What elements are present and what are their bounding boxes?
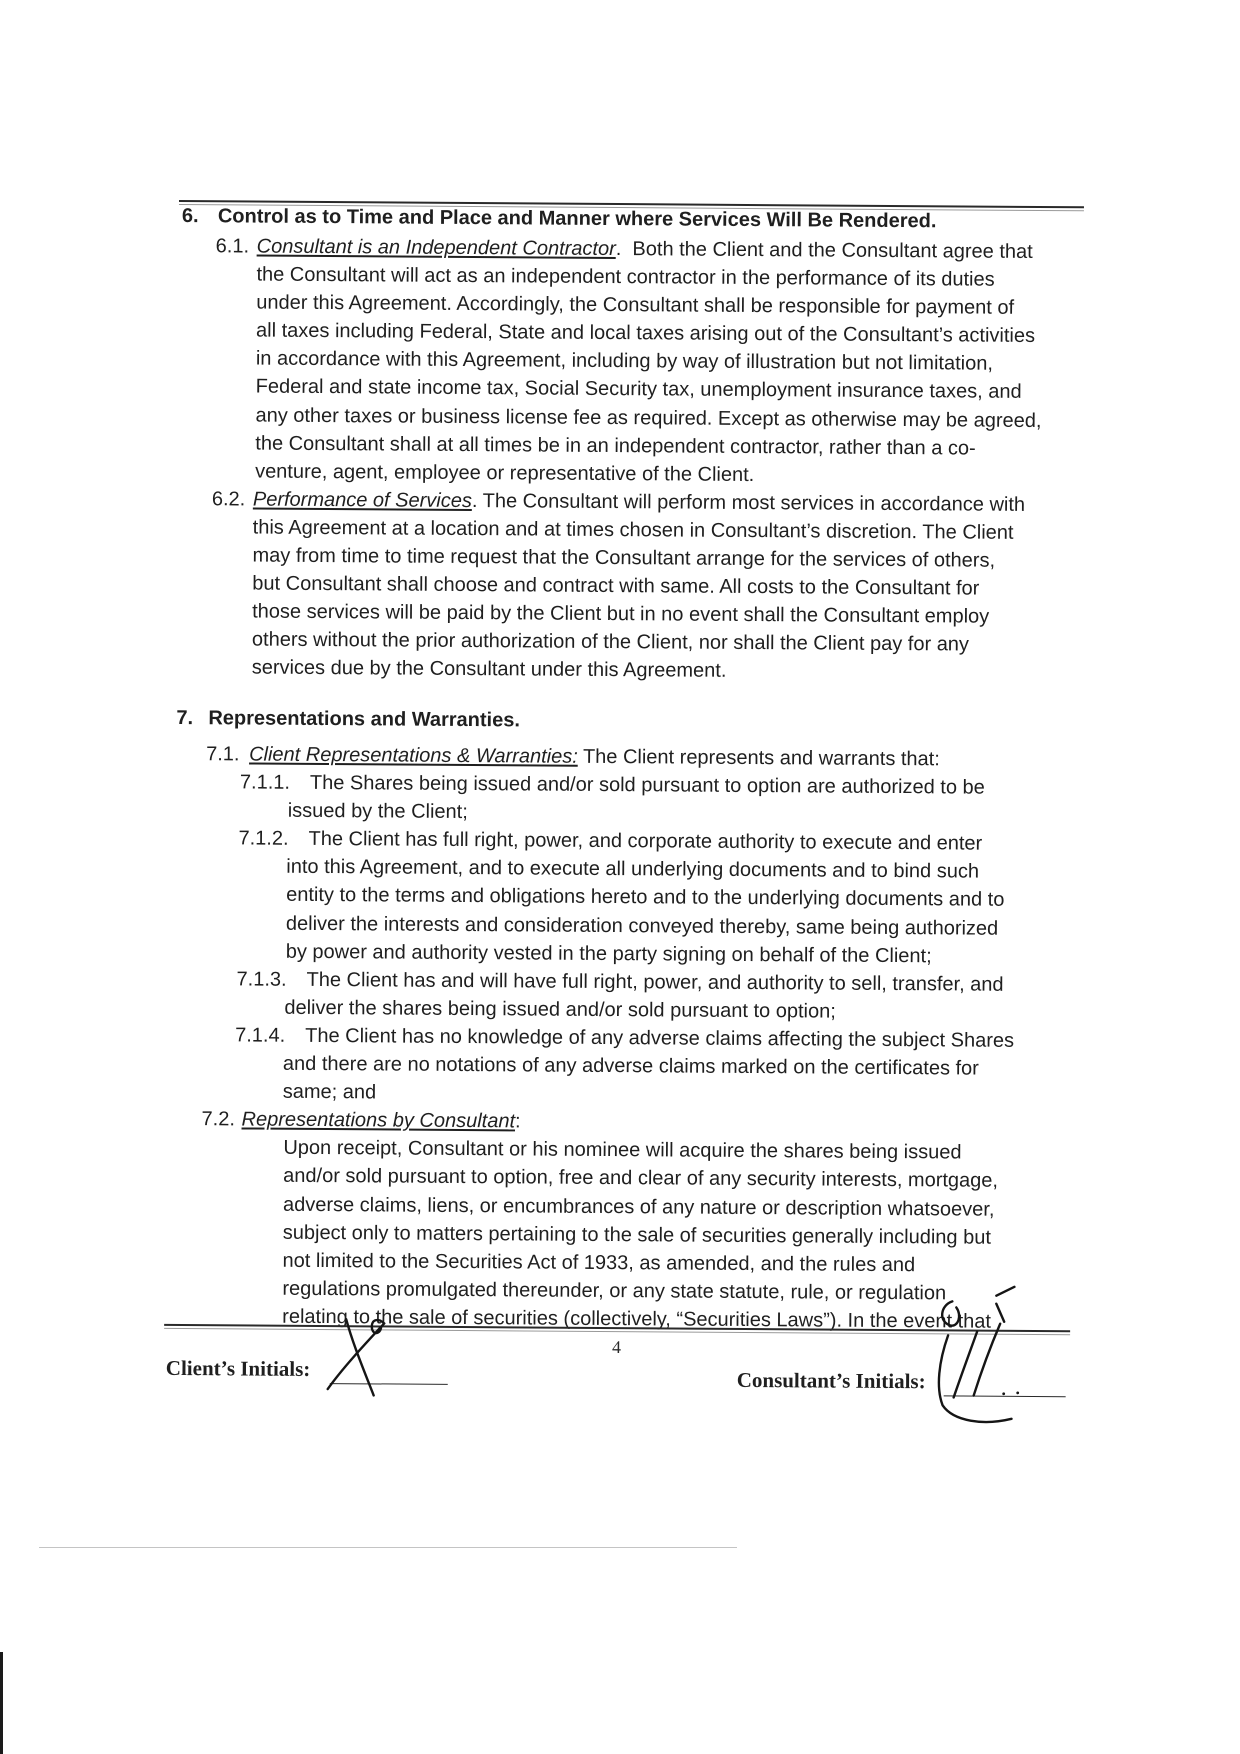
clause-heading: Client Representations & Warranties: xyxy=(249,743,578,768)
text-line: The Client has and will have full right, power, and authority to sell, transfer, and xyxy=(306,968,1004,996)
consultant-initials-signature xyxy=(939,1335,1012,1422)
text-line: the Consultant shall at all times be in an independent contractor, rather than a co- xyxy=(255,432,976,460)
text-line: deliver the shares being issued and/or sold pursuant to option; xyxy=(284,996,836,1023)
section-6-body xyxy=(0,231,1240,689)
page-number: 4 xyxy=(611,1337,622,1358)
clause-number: 7.1.2. xyxy=(238,827,289,851)
consultant-initials-label: Consultant’s Initials: xyxy=(736,1367,926,1394)
scan-faint-line xyxy=(39,1547,737,1548)
text-line: this Agreement at a location and at times chosen in Consultant’s discretion. The Client xyxy=(252,516,1014,544)
text-line: others without the prior authorization of the Client, nor shall the Client pay for any xyxy=(251,628,970,656)
text-line: by power and authority vested in the party signing on behalf of the Client; xyxy=(285,940,932,967)
text-line: issued by the Client; xyxy=(287,799,468,824)
client-initials-signature xyxy=(328,1323,384,1389)
clause-text: . The Consultant will perform most services in accordance with xyxy=(471,489,1026,516)
text-line: not limited to the Securities Act of 1933, as amended, and the rules and xyxy=(282,1249,916,1276)
section-title: Control as to Time and Place and Manner where Services Will Be Rendered. xyxy=(217,205,937,233)
clause-first-line xyxy=(241,1106,520,1136)
text-line: all taxes including Federal, State and local taxes arising out of the Consultant’s activities xyxy=(256,319,1036,348)
ink-dot xyxy=(1002,1392,1005,1395)
section-title: Representations and Warranties. xyxy=(208,707,521,732)
text-line: same; and xyxy=(282,1080,377,1104)
clause-heading: Representations by Consultant xyxy=(241,1108,516,1133)
text-line: regulations promulgated thereunder, or any state statute, rule, or regulation xyxy=(282,1277,947,1305)
text-line: relating to the sale of securities (collectively, “Securities Laws”). In the event that xyxy=(282,1305,992,1333)
text-line: Upon receipt, Consultant or his nominee will acquire the shares being issued xyxy=(283,1137,962,1164)
section-number: 7. xyxy=(176,706,194,730)
text-line: into this Agreement, and to execute all underlying documents and to bind such xyxy=(286,856,980,883)
consultant-initials-line xyxy=(944,1395,1066,1397)
clause-text: : xyxy=(514,1110,521,1133)
text-line: the Consultant will act as an independent contractor in the performance of its duties xyxy=(256,263,995,291)
text-line: deliver the interests and consideration conveyed thereby, same being authorized xyxy=(285,912,999,940)
text-line: may from time to time request that the Consultant arrange for the services of others, xyxy=(252,544,996,572)
client-initials-line xyxy=(330,1383,448,1385)
clause-number: 6.2. xyxy=(211,488,246,511)
text-line: The Shares being issued and/or sold pursuant to option are authorized to be xyxy=(309,772,985,799)
text-line: entity to the terms and obligations hereto and to the underlying documents and to xyxy=(286,884,1005,912)
text-line: and there are no notations of any adverse claims marked on the certificates for xyxy=(282,1052,979,1080)
text-line: in accordance with this Agreement, including by way of illustration but not limitation, xyxy=(255,347,994,376)
text-line: The Client has no knowledge of any adverse claims affecting the subject Shares xyxy=(305,1024,1015,1052)
text-line: any other taxes or business license fee as required. Except as otherwise may be agreed, xyxy=(255,404,1042,432)
text-line: and/or sold pursuant to option, free and clear of any security interests, mortgage, xyxy=(283,1165,999,1193)
clause-number: 7.1.4. xyxy=(235,1024,286,1047)
clause-text: . Both the Client and the Consultant agree that xyxy=(615,238,1033,263)
clause-number: 7.1.1. xyxy=(239,771,291,794)
consultant-initials-signature-stroke xyxy=(954,1331,977,1397)
clause-heading: Performance of Services xyxy=(252,488,472,512)
section-number: 6. xyxy=(181,205,199,228)
clause-number: 7.1.3. xyxy=(236,968,287,991)
text-line: services due by the Consultant under this Agreement. xyxy=(251,656,727,683)
section-7-heading xyxy=(0,703,1236,740)
clause-number: 7.2. xyxy=(201,1108,236,1131)
clause-number: 7.1. xyxy=(206,743,240,766)
text-line: those services will be paid by the Client but in no event shall the Consultant employ xyxy=(252,600,990,628)
client-initials-label: Client’s Initials: xyxy=(165,1355,311,1381)
text-line: subject only to matters pertaining to the sale of securities generally including but xyxy=(282,1221,992,1249)
section-7-body xyxy=(0,739,1236,1338)
text-line: adverse claims, liens, or encumbrances of any nature or description whatsoever, xyxy=(282,1193,995,1221)
text-line: Federal and state income tax, Social Security tax, unemployment insurance taxes, and xyxy=(255,376,1022,404)
clause-heading: Consultant is an Independent Contractor xyxy=(256,235,616,261)
ink-dot xyxy=(1016,1391,1019,1394)
clause-text: The Client represents and warrants that: xyxy=(577,745,940,771)
text-line: but Consultant shall choose and contract with same. All costs to the Consultant for xyxy=(252,572,980,600)
text-line: venture, agent, employee or representative of the Client. xyxy=(255,460,755,486)
clause-number: 6.1. xyxy=(215,235,250,258)
scan-edge-mark xyxy=(0,1652,3,1754)
text-line: under this Agreement. Accordingly, the Consultant shall be responsible for payment of xyxy=(256,291,1015,320)
text-line: The Client has full right, power, and corporate authority to execute and enter xyxy=(308,828,983,855)
